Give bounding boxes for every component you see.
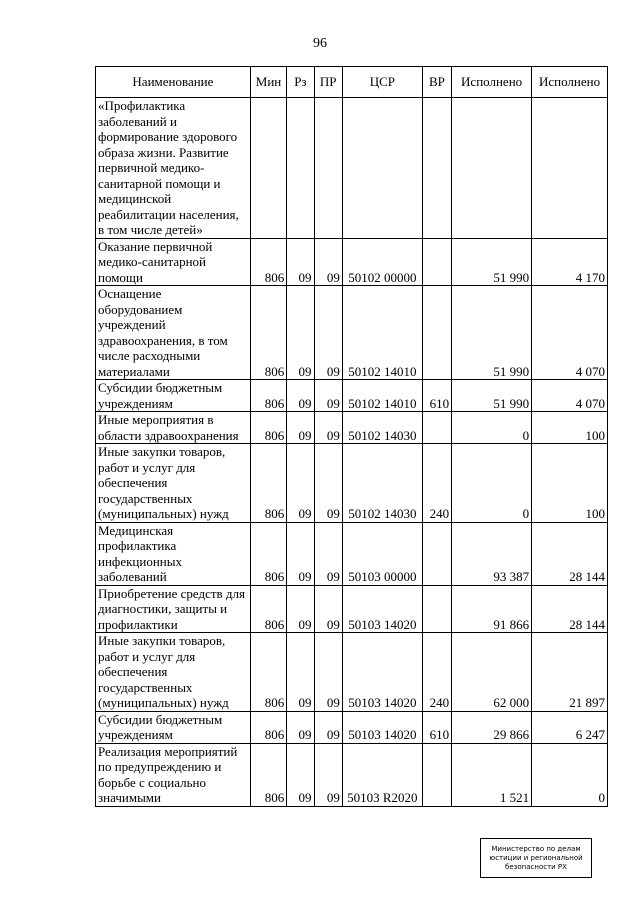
ministry-stamp (480, 838, 592, 878)
table-row (96, 633, 608, 712)
row-ispolneno-2: 28 144 (532, 522, 608, 585)
stamp-line: безопасности РХ (505, 863, 567, 871)
row-min: 806 (250, 711, 286, 743)
row-name: Оказание первичной медико-санитарной помощи (96, 238, 251, 286)
row-ispolneno-1: 51 990 (452, 238, 532, 286)
column-header-ispolneno-2: Исполнено (532, 67, 608, 98)
row-vr: 240 (422, 633, 451, 712)
row-min: 806 (250, 412, 286, 444)
row-name: Иные закупки товаров, работ и услуг для обеспечения государственных (муниципальных) нужд (96, 633, 251, 712)
column-header-ispolneno-1: Исполнено (452, 67, 532, 98)
row-name: Реализация мероприятий по предупреждению и борьбе с социально значимыми (96, 743, 251, 806)
row-ispolneno-1 (452, 98, 532, 239)
row-ispolneno-1: 1 521 (452, 743, 532, 806)
table-row (96, 98, 608, 239)
row-vr (422, 585, 451, 633)
row-pr: 09 (314, 238, 342, 286)
row-ispolneno-1: 0 (452, 444, 532, 523)
row-ispolneno-2: 100 (532, 412, 608, 444)
table-row (96, 286, 608, 380)
row-pr: 09 (314, 743, 342, 806)
table-row (96, 380, 608, 412)
row-pr: 09 (314, 444, 342, 523)
stamp-line: Министерство по делам (491, 845, 581, 853)
table-row (96, 522, 608, 585)
row-min: 806 (250, 380, 286, 412)
row-min: 806 (250, 585, 286, 633)
row-rz: 09 (287, 633, 314, 712)
row-vr (422, 743, 451, 806)
table-row (96, 412, 608, 444)
budget-table (95, 66, 608, 807)
row-csr: 50102 00000 (342, 238, 422, 286)
row-min: 806 (250, 238, 286, 286)
table-row (96, 238, 608, 286)
row-ispolneno-2: 21 897 (532, 633, 608, 712)
column-header-csr: ЦСР (342, 67, 422, 98)
row-ispolneno-2: 4 170 (532, 238, 608, 286)
row-pr: 09 (314, 633, 342, 712)
row-name: Оснащение оборудованием учреждений здравоохранения, в том числе расходными материалами (96, 286, 251, 380)
row-vr: 610 (422, 711, 451, 743)
column-header-name: Наименование (96, 67, 251, 98)
row-rz: 09 (287, 238, 314, 286)
row-pr: 09 (314, 585, 342, 633)
row-name: Медицинская профилактика инфекционных заболеваний (96, 522, 251, 585)
header-row (96, 67, 608, 98)
row-ispolneno-1: 91 866 (452, 585, 532, 633)
column-header-pr: ПР (314, 67, 342, 98)
row-ispolneno-1: 51 990 (452, 286, 532, 380)
column-header-vr: ВР (422, 67, 451, 98)
row-pr (314, 98, 342, 239)
page-number: 96 (313, 36, 327, 51)
row-name: Приобретение средств для диагностики, защиты и профилактики (96, 585, 251, 633)
row-rz: 09 (287, 522, 314, 585)
table-row (96, 585, 608, 633)
row-ispolneno-1: 93 387 (452, 522, 532, 585)
row-vr: 610 (422, 380, 451, 412)
row-rz: 09 (287, 743, 314, 806)
row-csr: 50103 R2020 (342, 743, 422, 806)
row-ispolneno-2: 0 (532, 743, 608, 806)
row-name: Иные мероприятия в области здравоохранения (96, 412, 251, 444)
row-name: Субсидии бюджетным учреждениям (96, 711, 251, 743)
stamp-line: юстиции и региональной (489, 854, 583, 862)
row-ispolneno-1: 62 000 (452, 633, 532, 712)
table-row (96, 444, 608, 523)
row-ispolneno-2 (532, 98, 608, 239)
column-header-min: Мин (250, 67, 286, 98)
row-vr (422, 412, 451, 444)
row-csr: 50103 14020 (342, 711, 422, 743)
row-name: Иные закупки товаров, работ и услуг для обеспечения государственных (муниципальных) нужд (96, 444, 251, 523)
table-row (96, 711, 608, 743)
row-csr: 50102 14030 (342, 412, 422, 444)
row-min (250, 98, 286, 239)
row-rz: 09 (287, 711, 314, 743)
row-min: 806 (250, 286, 286, 380)
row-rz: 09 (287, 585, 314, 633)
row-ispolneno-2: 100 (532, 444, 608, 523)
row-csr (342, 98, 422, 239)
row-rz: 09 (287, 412, 314, 444)
row-pr: 09 (314, 412, 342, 444)
row-csr: 50103 00000 (342, 522, 422, 585)
row-pr: 09 (314, 711, 342, 743)
row-csr: 50102 14030 (342, 444, 422, 523)
row-min: 806 (250, 444, 286, 523)
row-min: 806 (250, 633, 286, 712)
row-ispolneno-1: 0 (452, 412, 532, 444)
row-ispolneno-2: 4 070 (532, 380, 608, 412)
row-vr: 240 (422, 444, 451, 523)
row-rz (287, 98, 314, 239)
row-ispolneno-1: 29 866 (452, 711, 532, 743)
row-csr: 50102 14010 (342, 286, 422, 380)
row-pr: 09 (314, 286, 342, 380)
column-header-rz: Рз (287, 67, 314, 98)
row-rz: 09 (287, 286, 314, 380)
row-ispolneno-2: 4 070 (532, 286, 608, 380)
row-vr (422, 286, 451, 380)
row-min: 806 (250, 522, 286, 585)
row-csr: 50103 14020 (342, 633, 422, 712)
table-row (96, 743, 608, 806)
row-vr (422, 238, 451, 286)
row-rz: 09 (287, 444, 314, 523)
row-vr (422, 98, 451, 239)
row-name: «Профилактика заболеваний и формирование здорового образа жизни. Развитие первичной медико-санитарной помощи и медицинской реабилитации населения, в том числе детей» (96, 98, 251, 239)
row-ispolneno-2: 28 144 (532, 585, 608, 633)
row-rz: 09 (287, 380, 314, 412)
row-min: 806 (250, 743, 286, 806)
row-ispolneno-2: 6 247 (532, 711, 608, 743)
row-vr (422, 522, 451, 585)
row-csr: 50102 14010 (342, 380, 422, 412)
row-name: Субсидии бюджетным учреждениям (96, 380, 251, 412)
row-csr: 50103 14020 (342, 585, 422, 633)
row-ispolneno-1: 51 990 (452, 380, 532, 412)
row-pr: 09 (314, 522, 342, 585)
row-pr: 09 (314, 380, 342, 412)
